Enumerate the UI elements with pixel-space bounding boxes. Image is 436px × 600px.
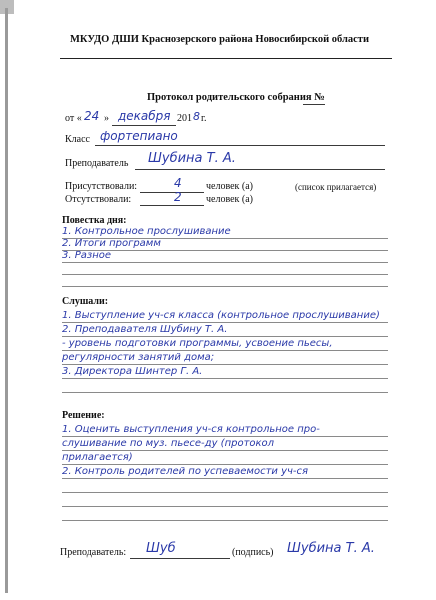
decision-item[interactable]: 2. Контроль родителей по успеваемости уч-ся — [62, 466, 309, 477]
agenda-item[interactable]: 3. Разное — [62, 250, 112, 261]
absent-value[interactable]: 2 — [174, 190, 182, 204]
scan-margin-edge — [5, 8, 8, 593]
heard-rule-1 — [62, 322, 388, 323]
protocol-number-line — [303, 104, 325, 105]
decision-rule-4 — [62, 478, 388, 479]
teacher-line — [135, 169, 385, 170]
class-line — [95, 145, 385, 146]
decision-rule-3 — [62, 464, 388, 465]
heard-rule-6 — [62, 392, 388, 393]
attendance-note: (список прилагается) — [295, 182, 377, 192]
decision-item[interactable]: слушивание по муз. пьесе-ду (протокол — [62, 438, 275, 449]
date-mid: » — [104, 113, 109, 124]
present-line — [140, 192, 204, 193]
signature-caption: (подпись) — [232, 547, 274, 558]
heard-heading: Слушали: — [62, 296, 109, 307]
protocol-title: Протокол родительского собрания № — [147, 92, 325, 103]
agenda-heading: Повестка дня: — [62, 215, 127, 226]
present-unit: человек (а) — [206, 181, 254, 192]
date-prefix: от « — [65, 113, 82, 124]
decision-heading: Решение: — [62, 410, 105, 421]
decision-rule-6 — [62, 506, 388, 507]
date-day[interactable]: 24 — [84, 109, 100, 123]
date-suffix: г. — [201, 113, 207, 124]
decision-rule-7 — [62, 520, 388, 521]
organization-header: МКУДО ДШИ Краснозерского района Новосибирской области — [70, 34, 370, 45]
signature-name[interactable]: Шубина Т. А. — [287, 541, 375, 556]
date-month-line — [112, 125, 176, 126]
signature-mark[interactable]: Шуб — [146, 541, 176, 556]
teacher-value[interactable]: Шубина Т. А. — [148, 151, 236, 166]
heard-item[interactable]: 2. Преподавателя Шубину Т. А. — [62, 324, 228, 335]
date-month[interactable]: декабря — [118, 109, 171, 123]
decision-item[interactable]: 1. Оценить выступления уч-ся контрольное про- — [62, 424, 320, 435]
decision-item[interactable]: прилагается) — [62, 452, 133, 463]
agenda-item[interactable]: 1. Контрольное прослушивание — [62, 226, 231, 237]
heard-rule-4 — [62, 364, 388, 365]
class-label: Класс — [65, 134, 90, 145]
agenda-rule-3 — [62, 262, 388, 263]
decision-rule-1 — [62, 436, 388, 437]
heard-rule-5 — [62, 378, 388, 379]
teacher-label: Преподаватель — [65, 158, 129, 169]
present-label: Присутствовали: — [65, 181, 138, 192]
signature-label: Преподаватель: — [60, 547, 127, 558]
absent-label: Отсутствовали: — [65, 194, 132, 205]
present-value[interactable]: 4 — [174, 176, 182, 190]
agenda-rule-5 — [62, 286, 388, 287]
decision-rule-2 — [62, 450, 388, 451]
agenda-rule-4 — [62, 274, 388, 275]
signature-line — [130, 558, 230, 559]
heard-item[interactable]: 1. Выступление уч-ся класса (контрольное прослушивание) — [62, 310, 380, 321]
absent-unit: человек (а) — [206, 194, 254, 205]
decision-rule-5 — [62, 492, 388, 493]
date-year-prefix: 201 — [177, 113, 192, 124]
absent-line — [140, 205, 204, 206]
heard-item[interactable]: 3. Директора Шинтер Г. А. — [62, 366, 203, 377]
heard-item[interactable]: регулярности занятий дома; — [62, 352, 215, 363]
agenda-item[interactable]: 2. Итоги программ — [62, 238, 161, 249]
heard-rule-3 — [62, 350, 388, 351]
heard-item[interactable]: - уровень подготовки программы, усвоение пьесы, — [62, 338, 333, 349]
date-year-digit[interactable]: 8 — [193, 110, 200, 123]
class-value[interactable]: фортепиано — [100, 129, 178, 143]
heard-rule-2 — [62, 336, 388, 337]
header-underline — [60, 58, 392, 59]
